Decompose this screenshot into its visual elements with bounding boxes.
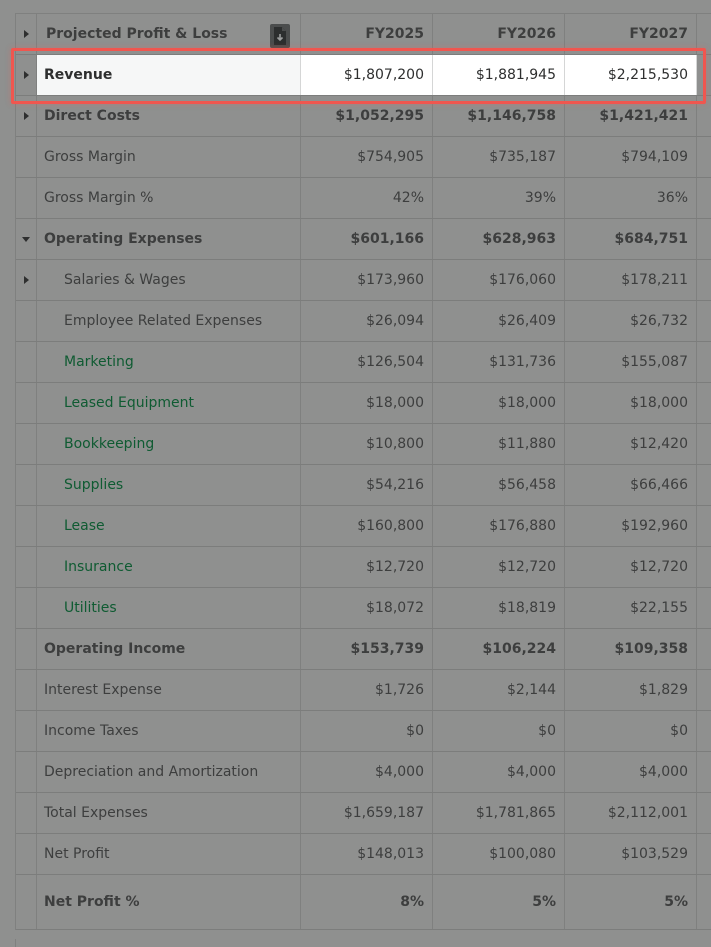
table-row-employee-related-expenses xyxy=(16,301,711,342)
table-row-direct-costs[interactable] xyxy=(16,96,711,137)
cell-fy2026: $18,000 xyxy=(498,395,556,411)
row-label: Gross Margin % xyxy=(44,190,154,206)
row-label-link[interactable]: Marketing xyxy=(64,354,134,370)
row-label: Net Profit xyxy=(44,846,110,862)
column-header-fy2027[interactable]: FY2027 xyxy=(629,26,688,42)
row-label: Income Taxes xyxy=(44,723,139,739)
cell-fy2025: $153,739 xyxy=(350,641,424,657)
caret-right-icon xyxy=(24,30,29,38)
row-label-link[interactable]: Insurance xyxy=(64,559,133,575)
table-row-lease xyxy=(16,506,711,547)
cell-fy2026: $735,187 xyxy=(489,149,556,165)
cell-fy2027: 5% xyxy=(664,894,688,910)
column-header-fy2025[interactable]: FY2025 xyxy=(365,26,424,42)
row-label: Total Expenses xyxy=(44,805,148,821)
cell-fy2026: $628,963 xyxy=(482,231,556,247)
table-row-income-taxes xyxy=(16,711,711,752)
cell-fy2025: 8% xyxy=(400,894,424,910)
cell-fy2027: $0 xyxy=(670,723,688,739)
table-row-gross-margin-percent xyxy=(16,178,711,219)
row-label-link[interactable]: Leased Equipment xyxy=(64,395,194,411)
header-expand-toggle[interactable] xyxy=(16,14,37,54)
cell-fy2025: $160,800 xyxy=(357,518,424,534)
cell-fy2027: $26,732 xyxy=(630,313,688,329)
cell-fy2027: $1,421,421 xyxy=(599,108,688,124)
expand-toggle[interactable] xyxy=(16,55,37,95)
cell-fy2026: $106,224 xyxy=(482,641,556,657)
cell-fy2026: 5% xyxy=(532,894,556,910)
row-label: Operating Income xyxy=(44,641,186,657)
table-row-gross-margin xyxy=(16,137,711,178)
table-row-total-expenses xyxy=(16,793,711,834)
expand-toggle[interactable] xyxy=(16,96,37,136)
cell-fy2026: $2,144 xyxy=(507,682,556,698)
table-row-marketing xyxy=(16,342,711,383)
table-row-supplies xyxy=(16,465,711,506)
cell-fy2027: $684,751 xyxy=(614,231,688,247)
cell-fy2027: $109,358 xyxy=(614,641,688,657)
cell-fy2027: $18,000 xyxy=(630,395,688,411)
cell-fy2027[interactable]: $2,215,530 xyxy=(607,67,688,83)
cell-fy2025: $54,216 xyxy=(366,477,424,493)
column-header-fy2026[interactable]: FY2026 xyxy=(497,26,556,42)
table-row-salaries-wages[interactable] xyxy=(16,260,711,301)
cell-fy2025: $173,960 xyxy=(357,272,424,288)
caret-right-icon xyxy=(24,71,29,79)
table-title: Projected Profit & Loss xyxy=(46,26,228,42)
cell-fy2025: $18,000 xyxy=(366,395,424,411)
table-row-depreciation-amortization xyxy=(16,752,711,793)
table-row-operating-expenses[interactable] xyxy=(16,219,711,260)
cell-fy2025: $10,800 xyxy=(366,436,424,452)
cell-fy2027: $66,466 xyxy=(630,477,688,493)
cell-fy2025: $26,094 xyxy=(366,313,424,329)
table-row-revenue[interactable] xyxy=(16,55,711,96)
cell-fy2025: $601,166 xyxy=(350,231,424,247)
cell-fy2025: $1,726 xyxy=(375,682,424,698)
profit-loss-table xyxy=(15,13,711,930)
cell-fy2026: $18,819 xyxy=(498,600,556,616)
cell-fy2026: $176,060 xyxy=(489,272,556,288)
cell-fy2027: $2,112,001 xyxy=(607,805,688,821)
cell-fy2026[interactable]: $1,881,945 xyxy=(475,67,556,83)
cell-fy2027: 36% xyxy=(656,190,688,206)
cell-fy2026: 39% xyxy=(524,190,556,206)
cell-fy2026: $100,080 xyxy=(489,846,556,862)
table-row-leased-equipment xyxy=(16,383,711,424)
caret-right-icon xyxy=(24,276,29,284)
cell-fy2025: $4,000 xyxy=(375,764,424,780)
collapse-toggle[interactable] xyxy=(16,219,37,259)
caret-down-icon xyxy=(22,237,30,242)
export-document-button[interactable] xyxy=(270,24,290,48)
cell-fy2025: $148,013 xyxy=(357,846,424,862)
cell-fy2026: $26,409 xyxy=(498,313,556,329)
caret-right-icon xyxy=(24,112,29,120)
expand-toggle[interactable] xyxy=(16,260,37,300)
row-label: Gross Margin xyxy=(44,149,136,165)
cell-fy2027: $178,211 xyxy=(621,272,688,288)
row-label: Direct Costs xyxy=(44,108,140,124)
cell-fy2027: $155,087 xyxy=(621,354,688,370)
table-header-row xyxy=(16,14,711,55)
row-label: Employee Related Expenses xyxy=(64,313,263,329)
row-label-link[interactable]: Lease xyxy=(64,518,105,534)
cell-fy2026: $12,720 xyxy=(498,559,556,575)
table-row-interest-expense xyxy=(16,670,711,711)
row-label-link[interactable]: Bookkeeping xyxy=(64,436,155,452)
cell-fy2026: $1,146,758 xyxy=(467,108,556,124)
row-label: Operating Expenses xyxy=(44,231,203,247)
cell-fy2025: $12,720 xyxy=(366,559,424,575)
row-label: Net Profit % xyxy=(44,894,140,910)
cell-fy2027: $794,109 xyxy=(621,149,688,165)
cell-fy2027: $1,829 xyxy=(639,682,688,698)
cell-fy2025[interactable]: $1,807,200 xyxy=(343,67,424,83)
cell-fy2027: $192,960 xyxy=(621,518,688,534)
cell-fy2026: $1,781,865 xyxy=(475,805,556,821)
table-row-net-profit-percent xyxy=(16,875,711,930)
row-label-link[interactable]: Supplies xyxy=(64,477,124,493)
row-label: Salaries & Wages xyxy=(64,272,186,288)
table-row-utilities xyxy=(16,588,711,629)
cell-fy2025: $126,504 xyxy=(357,354,424,370)
row-label: Depreciation and Amortization xyxy=(44,764,259,780)
table-row-operating-income xyxy=(16,629,711,670)
cell-fy2026: $131,736 xyxy=(489,354,556,370)
cell-fy2025: $1,052,295 xyxy=(335,108,424,124)
table-row-bookkeeping xyxy=(16,424,711,465)
table-row-net-profit xyxy=(16,834,711,875)
cell-fy2026: $11,880 xyxy=(498,436,556,452)
cell-fy2025: $754,905 xyxy=(357,149,424,165)
cell-fy2027: $12,720 xyxy=(630,559,688,575)
table-footer-edge xyxy=(15,939,711,947)
cell-fy2026: $4,000 xyxy=(507,764,556,780)
table-row-insurance xyxy=(16,547,711,588)
cell-fy2026: $176,880 xyxy=(489,518,556,534)
cell-fy2027: $4,000 xyxy=(639,764,688,780)
row-label: Revenue xyxy=(44,67,113,83)
cell-fy2026: $56,458 xyxy=(498,477,556,493)
row-label-link[interactable]: Utilities xyxy=(64,600,117,616)
document-download-icon xyxy=(270,24,290,48)
cell-fy2026: $0 xyxy=(538,723,556,739)
cell-fy2027: $12,420 xyxy=(630,436,688,452)
cell-fy2027: $22,155 xyxy=(630,600,688,616)
cell-fy2027: $103,529 xyxy=(621,846,688,862)
cell-fy2025: $1,659,187 xyxy=(343,805,424,821)
cell-fy2025: 42% xyxy=(392,190,424,206)
cell-fy2025: $18,072 xyxy=(366,600,424,616)
cell-fy2025: $0 xyxy=(406,723,424,739)
row-label: Interest Expense xyxy=(44,682,162,698)
